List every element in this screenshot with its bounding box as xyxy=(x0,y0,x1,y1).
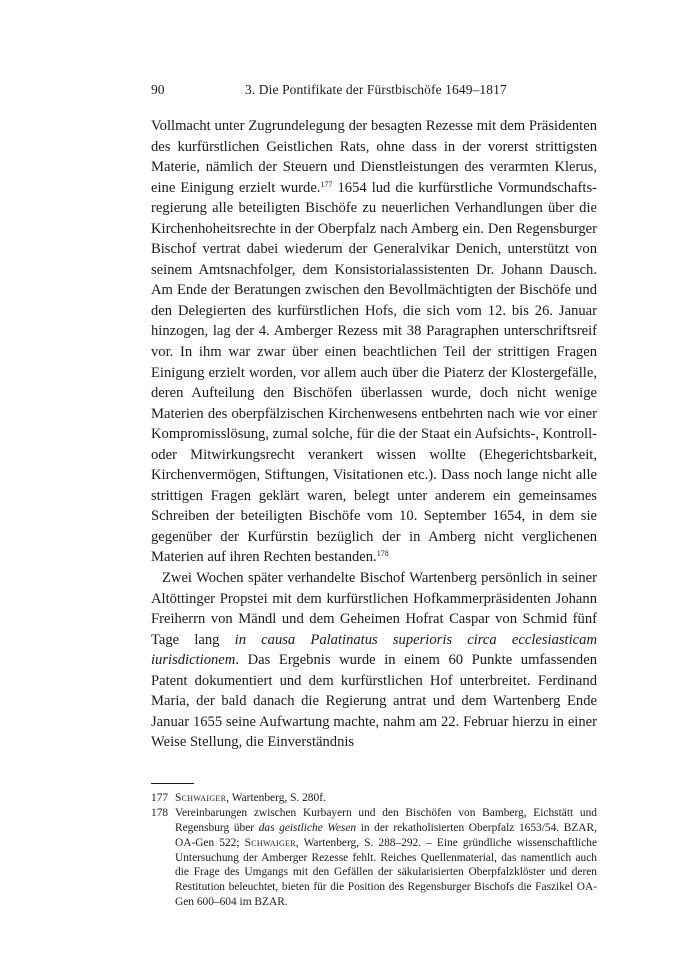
footnote-text: , Wartenberg, S. 280f. xyxy=(226,791,326,804)
footnote-italic-phrase: das geistliche Wesen xyxy=(258,821,357,834)
footnote-author: Schwaiger xyxy=(244,836,296,849)
footnotes xyxy=(151,791,597,910)
paragraph-1-part-a: Vollmacht unter Zugrundelegung der besagten Rezesse mit dem Präsidenten des kurfürstlichen Geistlichen Rats, ohne dass in der vorerst strittigsten Materie, nämlich der Steuern und Dienstleistungen des verarmten Klerus, eine Einigung erzielt wurde. xyxy=(151,118,597,196)
footnote-178 xyxy=(151,806,597,910)
footnote-number: 177 xyxy=(151,791,169,804)
paragraph-1-part-b: 1654 lud die kurfürstliche Vormundschaftsregierung alle beteiligten Bischöfe zu neuerlichen Verhandlungen über die Kirchenhoheitsrechte in der Oberpfalz nach Amberg ein. Den Regensburger Bischof vertrat dabei wiederum der Generalvikar Denich, unterstützt von seinem Amtsnachfolger, dem Konsistorialassistenten Dr. Johann Dausch. Am Ende der Beratungen zwischen den Bevollmächtigten der Bischöfe und den Delegierten des kurfürstlichen Hofs, die sich vom 12. bis 26. Januar hinzogen, lag der 4. Amberger Rezess mit 38 Paragraphen unterschriftsreif vor. In ihm war zwar über einen beachtlichen Teil der strittigen Fragen Einigung erzielt worden, vor allem auch über die Piaterz der Klostergefälle, deren Aufteilung den Bischöfen überlassen wurde, doch nicht wenige Materien des oberpfälzischen Kirchenwesens entbehrten nach wie vor einer Kompromisslösung, zumal solche, für die der Staat ein Aufsichts-, Kontroll- oder Mitwirkungsrecht verankert wissen wollte (Ehegerichtsbarkeit, Kirchenvermögen, Stiftungen, Visitationen etc.). Dass noch lange nicht alle strittigen Fragen geklärt waren, belegt unter anderem ein gemeinsames Schreiben der beteiligten Bischöfe vom 10. September 1654, in dem sie gegenüber der Kurfürstin bezüglich der in Amberg nicht verglichenen Materien auf ihren Rechten bestanden. xyxy=(151,179,597,566)
paragraph-2-part-b: . Das Ergebnis wurde in einem 60 Punkte umfassenden Patent dokumentiert und dem kurfürstlichen Hof unterbreitet. Ferdinand Maria, der bald danach die Regierung antrat und dem Wartenberg Ende Januar 1655 seine Aufwartung machte, nahm am 22. Februar hierzu in einer Weise Stellung, die Einverständnis xyxy=(151,652,597,751)
footnote-divider xyxy=(151,783,194,784)
footnote-text-part-c: , Wartenberg, S. 288–292. – Eine gründliche wissenschaftliche Untersuchung der Amberger Rezesse fehlt. Reiches Quellenmaterial, das namentlich auch die Frage des Umgangs mit den Gefällen der säkularisierten Oberpfalzklöster und deren Restitution beleuchtet, bieten für die Position des Regensburger Bischofs die Faszikel OA-Gen 600–604 im BZAR. xyxy=(175,836,597,909)
footnote-ref-178[interactable]: 178 xyxy=(376,549,389,559)
paragraph-2-part-a: Zwei Wochen später verhandelte Bischof Wartenberg persönlich in seiner Altöttinger Propstei mit dem kurfürstlichen Hofkammerpräsidenten Johann Freiherrn von Mändl und dem Geheimen Hofrat Caspar von Schmid fünf Tage lang xyxy=(151,570,597,648)
paragraph-2 xyxy=(151,568,597,753)
footnote-number: 178 xyxy=(151,806,169,819)
book-page xyxy=(151,80,597,910)
body-text xyxy=(151,116,597,753)
running-head xyxy=(151,80,597,100)
paragraph-1 xyxy=(151,116,597,568)
footnote-author: Schwaiger xyxy=(175,791,227,804)
footnote-177 xyxy=(151,791,597,806)
latin-phrase: in causa Palatinatus superioris circa ecclesiasticam iurisdictionem xyxy=(151,631,597,669)
page-number: 90 xyxy=(151,82,165,97)
footnote-text-part-a: Vereinbarungen zwischen Kurbayern und den Bischöfen von Bamberg, Eichstätt und Regensburg über xyxy=(175,806,597,834)
chapter-title: 3. Die Pontifikate der Fürstbischöfe 1649–1817 xyxy=(245,82,507,97)
footnote-ref-177[interactable]: 177 xyxy=(320,179,333,189)
footnote-text-part-b: in der rekatholisierten Oberpfalz 1653/54. BZAR, OA-Gen 522; xyxy=(175,821,597,849)
